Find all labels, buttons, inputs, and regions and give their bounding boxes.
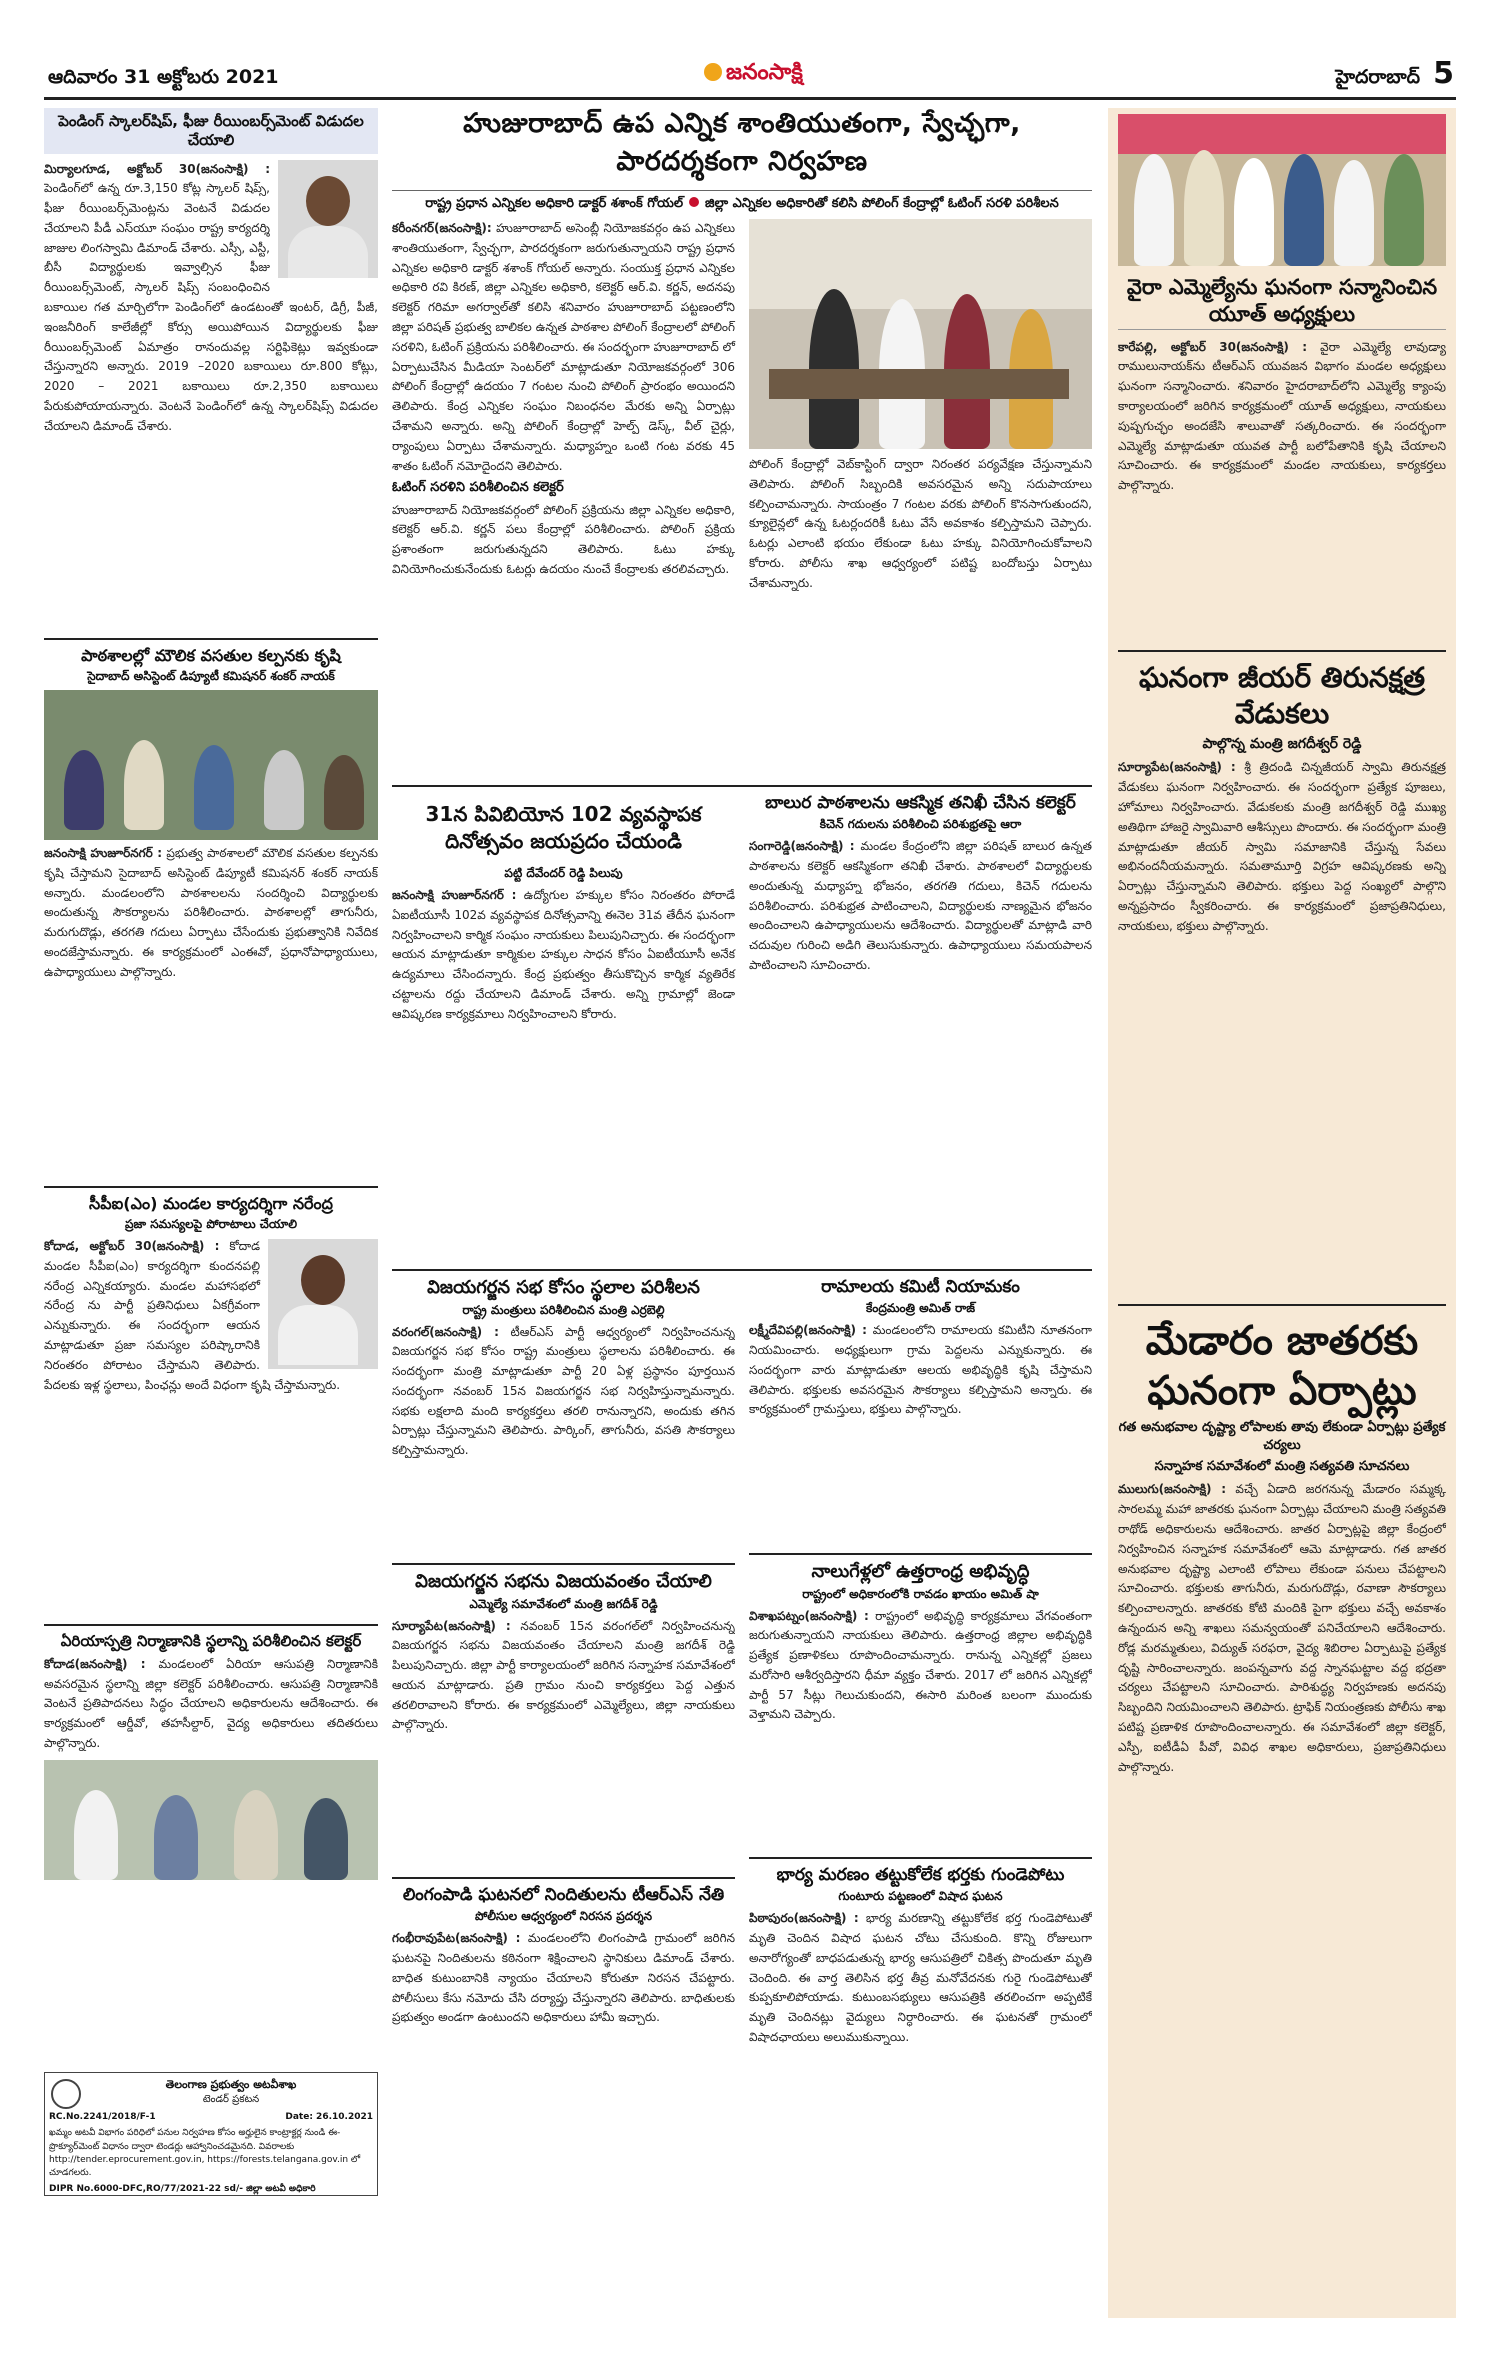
story-ramalayam [749,1277,1092,1547]
narendra-photo [268,1239,378,1369]
reporter-photo [278,160,378,278]
left-story-cpim [44,1194,378,1614]
left-story-schools [44,646,378,1176]
headline-jeeyar: ఘనంగా జీయర్ తిరునక్షత్ర వేడుకలు [1138,660,1426,730]
subheadline: సైదాబాద్ అసిస్టెంట్ డిప్యూటీ కమిషనర్ శంకర్ నాయక్ [87,669,335,683]
headline: పెండింగ్ స్కాలర్‌షిప్, ఫీజు రీయింబర్స్‌మెంట్ విడుదల చేయాలి [44,108,378,154]
issue-date: ఆదివారం 31 అక్టోబరు 2021 [48,66,279,88]
left-story-hospital [44,1632,378,1962]
byline: ఎమ్మెల్యే సమావేశంలో మంత్రి జగదీశ్ రెడ్డి [469,1596,658,1611]
bullet-icon [689,197,699,207]
subhead-medaram: గత అనుభవాల దృష్ట్యా లోపాలకు తావు లేకుండా ఏర్పాట్లు ప్రత్యేక చర్యలు [1118,1420,1446,1454]
article-body-2: హుజూరాబాద్ నియోజకవర్గంలో పోలింగ్ ప్రక్రియను జిల్లా ఎన్నికల అధికారి, కలెక్టర్ ఆర్.వి. కర్ణన్ పలు కేంద్రాల్లో పరిశీలించారు. పోలింగ్ ప్రక్రియ ప్రశాంతంగా జరుగుతున్నదని తెలిపారు. ఓటు హక్కు వినియోగించుకునేందుకు ఓటర్లు ఉదయం నుంచే కేంద్రాలకు తరలివచ్చారు. [392,502,735,576]
byline: రాష్ట్ర మంత్రులు పరిశీలించిన మంత్రి ఎర్రబెల్లి [462,1302,665,1317]
headline: విజయగర్జన సభ కోసం స్థలాల పరిశీలన [427,1277,700,1298]
edition-city: హైదరాబాద్ [1335,66,1420,88]
story-collector [749,793,1092,1263]
headline: 31న పివిబియోన 102 వ్యవస్థాపక దినోత్సవం జయప్రదం చేయండి [425,802,702,853]
article-body: సూర్యాపేట(జనంసాక్షి) : నవంబర్ 15న వరంగల్‌లో నిర్వహించనున్న విజయగర్జన సభను విజయవంతం చేయాలని మంత్రి జగదీశ్ రెడ్డి పిలుపునిచ్చారు. జిల్లా పార్టీ కార్యాలయంలో జరిగిన సన్నాహక సమావేశంలో ఆయన మాట్లాడారు. ప్రతి గ్రామం నుంచి కార్యకర్తలు పెద్ద ఎత్తున తరలిరావాలని కోరారు. ఈ కార్యక్రమంలో ఎమ్మెల్యేలు, జిల్లా నాయకులు పాల్గొన్నారు. [392,1618,735,1732]
byline: పట్టి దేవేందర్ రెడ్డి పిలుపు [504,866,623,880]
byline-jeeyar: పాల్గొన్న మంత్రి జగదీశ్వర్ రెడ్డి [1202,736,1362,753]
story-vijayagarjana-success [392,1571,735,1871]
right-column [1108,108,1456,2318]
article-body: జనంసాక్షి హుజూర్‌నగర్ : ప్రభుత్వ పాఠశాలలో మౌలిక వసతుల కల్పనకు కృషి చేస్తామని సైదాబాద్ అసిస్టెంట్ డిప్యూటీ కమిషనర్ శంకర్ నాయక్ అన్నారు. మండలంలోని పాఠశాలలను సందర్శించి విద్యార్థులకు అందుతున్న సౌకర్యాలను పరిశీలించారు. పాఠశాలల్లో తాగునీరు, మరుగుదొడ్లు, తరగతి గదులు ఏర్పాటు చేసేందుకు ప్రభుత్వానికి నివేదిక అందజేస్తామన్నారు. ఈ కార్యక్రమంలో ఎంఈవో, ప్రధానోపాధ్యాయులు, ఉపాధ్యాయులు పాల్గొన్నారు. [44,846,378,979]
article-body: కోదాడ, అక్టోబర్ 30(జనంసాక్షి) : కోదాడ మండల సీపీఐ(ఎం) కార్యదర్శిగా కుందనపల్లి నరేంద్ర ఎన్నికయ్యారు. మండల మహాసభలో నరేంద్ర ను పార్టీ ప్రతినిధులు ఏకగ్రీవంగా ఎన్నుకున్నారు. ఈ సందర్భంగా ఆయన మాట్లాడుతూ ప్రజా సమస్యల పరిష్కారానికి నిరంతరం పోరాటం చేస్తామని తెలిపారు. పేదలకు ఇళ్ల స్థలాలు, పింఛన్లు అందే విధంగా కృషి చేస్తామన్నారు. [44,1239,341,1392]
byline: గుంటూరు పట్టణంలో విషాద ఘటన [838,1889,1003,1904]
lead-headline: హుజురాబాద్ ఉప ఎన్నిక శాంతియుతంగా, స్వేచ్ఛగా, పారదర్శకంగా నిర్వహణ [392,108,1092,191]
left-story-scholarship [44,108,378,628]
byline: కేంద్రమంత్రి అమిత్ రాజ్ [866,1301,975,1316]
byline: రాష్ట్రంలో అధికారంలోకి రావడం ఖాయం అమిత్ షా [802,1586,1039,1601]
page-number: 5 [1433,56,1454,91]
article-body: సూర్యాపేట(జనంసాక్షి) : శ్రీ త్రిదండి చిన్నజీయర్ స్వామి తిరునక్షత్ర వేడుకలు ఘనంగా నిర్వహించారు. ఈ సందర్భంగా ప్రత్యేక పూజలు, హోమాలు నిర్వహించారు. వేడుకలకు మంత్రి జగదీశ్వర్ రెడ్డి ముఖ్య అతిథిగా హాజరై స్వామివారి ఆశీస్సులు పొందారు. ఈ సందర్భంగా మంత్రి మాట్లాడుతూ జీయర్ స్వామి సమాజానికి చేస్తున్న సేవలు అభినందనీయమన్నారు. సమతామూర్తి విగ్రహ ఆవిష్కరణకు అన్ని ఏర్పాట్లు చేస్తున్నామని తెలిపారు. భక్తులు పెద్ద సంఖ్యలో పాల్గొని అన్నప్రసాదం స్వీకరించారు. ఈ కార్యక్రమంలో ప్రజాప్రతినిధులు, నాయకులు, భక్తులు పాల్గొన్నారు. [1118,760,1446,933]
article-body: ములుగు(జనంసాక్షి) : వచ్చే ఏడాది జరగనున్న మేడారం సమ్మక్క సారలమ్మ మహా జాతరకు ఘనంగా ఏర్పాట్లు చేయాలని మంత్రి సత్యవతి రాథోడ్ అధికారులను ఆదేశించారు. జాతర ఏర్పాట్లపై జిల్లా కేంద్రంలో నిర్వహించిన సన్నాహక సమావేశంలో ఆమె మాట్లాడారు. గత జాతర అనుభవాల దృష్ట్యా ఎలాంటి లోపాలు లేకుండా పనులు చేపట్టాలని సూచించారు. భక్తులకు తాగునీరు, మరుగుదొడ్లు, రవాణా సౌకర్యాలు కల్పించాలన్నారు. జాతరకు కోటి మందికి పైగా భక్తులు వచ్చే అవకాశం ఉన్నందున అన్ని శాఖలు సమన్వయంతో పనిచేయాలని ఆదేశించారు. రోడ్ల మరమ్మతులు, విద్యుత్ సరఫరా, వైద్య శిబిరాల ఏర్పాటుపై ప్రత్యేక దృష్టి సారించాలన్నారు. జంపన్నవాగు వద్ద స్నానఘట్టాల వద్ద భద్రతా చర్యలు చేపట్టాలని సూచించారు. పారిశుద్ధ్య నిర్వహణకు అదనపు సిబ్బందిని నియమించాలని తెలిపారు. ట్రాఫిక్ నియంత్రణకు పోలీసు శాఖ పటిష్ట ప్రణాళిక రూపొందించాలన్నారు. ఈ సమావేశంలో జిల్లా కలెక్టర్, ఎస్పీ, ఐటీడీఏ పీవో, వివిధ శాఖల అధికారులు, ప్రజాప్రతినిధులు పాల్గొన్నారు. [1118,1482,1446,1774]
center-column [392,108,1092,2147]
story-medaram [1118,1480,1446,2200]
article-body: గంభీరావుపేట(జనంసాక్షి) : మండలంలోని లింగంపాడి గ్రామంలో జరిగిన ఘటనపై నిందితులను కఠినంగా శిక్షించాలని స్థానికులు డిమాండ్ చేశారు. బాధిత కుటుంబానికి న్యాయం చేయాలని కోరుతూ నిరసన చేపట్టారు. పోలీసులు కేసు నమోదు చేసి దర్యాప్తు చేస్తున్నారని తెలిపారు. బాధితులకు ప్రభుత్వం అండగా ఉంటుందని అధికారులు హామీ ఇచ్చారు. [392,1931,735,2025]
center-row-3 [392,1277,1092,2147]
story-uttarandhra [749,1561,1092,1851]
article-body: విశాఖపట్నం(జనంసాక్షి) : రాష్ట్రంలో అభివృద్ధి కార్యక్రమాలు వేగవంతంగా జరుగుతున్నాయని నాయకులు తెలిపారు. ఉత్తరాంధ్ర జిల్లాల అభివృద్ధికి ప్రత్యేక ప్రణాళికలు రూపొందించామన్నారు. రానున్న ఎన్నికల్లో ప్రజలు మరోసారి ఆశీర్వదిస్తారని ధీమా వ్యక్తం చేశారు. 2017 లో జరిగిన ఎన్నికల్లో పార్టీ 57 సీట్లు గెలుచుకుందని, ఈసారి మరింత బలంగా ముందుకు వెళ్తామని చెప్పారు. [749,1608,1092,1722]
notice-ref: RC.No.2241/2018/F-1 [49,2112,156,2123]
byline: పోలీసుల ఆధ్వర్యంలో నిరసన ప్రదర్శన [474,1909,652,1924]
article-body: వరంగల్(జనంసాక్షి) : టీఆర్ఎస్ పార్టీ ఆధ్వర్యంలో నిర్వహించనున్న విజయగర్జన సభ కోసం రాష్ట్ర మంత్రులు స్థలాలను పరిశీలించారు. ఈ సందర్భంగా మంత్రి మాట్లాడుతూ పార్టీ 20 ఏళ్ల ప్రస్థానం పూర్తయిన సందర్భంగా నవంబర్ 15న విజయగర్జన సభ నిర్వహిస్తున్నామన్నారు. సభకు లక్షలాది మంది కార్యకర్తలు తరలి రానున్నారని, అందుకు తగిన ఏర్పాట్లు చేస్తున్నామని తెలిపారు. పార్కింగ్, తాగునీరు, వసతి సౌకర్యాలు కల్పిస్తామన్నారు. [392,1324,735,1458]
headline: సీపీఐ(ఎం) మండల కార్యదర్శిగా నరేంద్ర [89,1194,333,1213]
subheadline: ప్రజా సమస్యలపై పోరాటాలు చేయాలి [124,1217,297,1231]
meeting-photo [44,690,378,840]
article-body: కోదాడ(జనంసాక్షి) : మండలంలో ఏరియా ఆసుపత్రి నిర్మాణానికి అవసరమైన స్థలాన్ని జిల్లా కలెక్టర్ పరిశీలించారు. ఆసుపత్రి నిర్మాణానికి వెంటనే ప్రతిపాదనలు సిద్ధం చేయాలని అధికారులను ఆదేశించారు. ఈ కార్యక్రమంలో ఆర్డీవో, తహసీల్దార్, వైద్య అధికారులు తదితరులు పాల్గొన్నారు. [44,1656,378,1750]
byline-medaram: సన్నాహక సమావేశంలో మంత్రి సత్యవతి సూచనలు [1154,1459,1410,1475]
masthead [44,56,1456,100]
inspection-photo [44,1760,378,1880]
article-body: జనంసాక్షి హుజూర్‌నగర్ : ఉద్యోగుల హక్కుల కోసం నిరంతరం పోరాడే ఏఐటీయూసీ 102వ వ్యవస్థాపక దినోత్సవాన్ని ఈనెల 31వ తేదీన ఘనంగా నిర్వహించాలని కార్మిక సంఘం నాయకులు పిలుపునిచ్చారు. ఈ సందర్భంగా ఆయన మాట్లాడుతూ కార్మికుల హక్కుల సాధన కోసం ఏఐటీయూసీ అనేక ఉద్యమాలు చేసిందన్నారు. కేంద్ర ప్రభుత్వం తీసుకొచ్చిన కార్మిక వ్యతిరేక చట్టాలను రద్దు చేయాలని డిమాండ్ చేశారు. అన్ని గ్రామాల్లో జెండా ఆవిష్కరణ కార్యక్రమాలు నిర్వహించాలని కోరారు. [392,888,735,1021]
story-jeeyar [1118,758,1446,1298]
headline: రామాలయ కమిటీ నియామకం [821,1277,1020,1297]
story-heart-attack [749,1865,1092,2147]
headline: పాఠశాలల్లో మౌలిక వసతుల కల్పనకు కృషి [81,646,341,665]
notice-date: Date: 26.10.2021 [285,2112,373,2123]
lead-subhead: రాష్ట్ర ప్రధాన ఎన్నికల అధికారి డాక్టర్ శశాంక్ గోయల్ జిల్లా ఎన్నికల అధికారితో కలిసి పోలింగ్ కేంద్రాల్లో ఓటింగ్ సరళి పరిశీలన [425,196,1059,211]
headline: నాలుగేళ్లలో ఉత్తరాంధ్ర అభివృద్ధి [811,1561,1030,1582]
headline: బాలుర పాఠశాలను ఆకస్మిక తనిఖీ చేసిన కలెక్టర్ [765,793,1076,813]
govt-tender-notice: తెలంగాణ ప్రభుత్వం అటవీశాఖ టెండర్ ప్రకటన RC.No.2241/2018/F-1 Date: 26.10.2021 ఖమ్మం అటవీ విభాగం పరిధిలో పనుల నిర్వహణ కోసం అర్హులైన కాంట్రాక్టర్ల నుండి ఈ-ప్రొక్యూర్‌మెంట్ విధానం ద్వారా టెండర్లు ఆహ్వానించడమైనది. వివరాలకు http://tender.eprocurement.gov.in, https://forests.telangana.gov.in లో చూడగలరు. DIPR No.6000-DFC,RO/77/2021-22 sd/- జిల్లా అటవీ అధికారి [44,2072,378,2196]
newspaper-logo [704,60,803,90]
headline: లింగంపాడి ఘటనలో నిందితులను టీఆర్ఎస్ నేతి [402,1885,725,1905]
article-body: సంగారెడ్డి(జనంసాక్షి) : మండల కేంద్రంలోని జిల్లా పరిషత్ బాలుర ఉన్నత పాఠశాలను కలెక్టర్ ఆకస్మికంగా తనిఖీ చేశారు. పాఠశాలలో విద్యార్థులకు అందుతున్న మధ్యాహ్న భోజనం, తరగతి గదులు, కిచెన్ గదులను పరిశీలించారు. పరిశుభ్రత పాటించాలని, విద్యార్థులకు నాణ్యమైన భోజనం అందించాలని ఉపాధ్యాయులను ఆదేశించారు. విద్యార్థులతో మాట్లాడి వారి చదువుల గురించి అడిగి తెలుసుకున్నారు. ఉపాధ్యాయులు సమయపాలన పాటించాలని సూచించారు. [749,839,1092,973]
article-body: పిఠాపురం(జనంసాక్షి) : భార్య మరణాన్ని తట్టుకోలేక భర్త గుండెపోటుతో మృతి చెందిన విషాద ఘటన చోటు చేసుకుంది. కొన్ని రోజులుగా అనారోగ్యంతో బాధపడుతున్న భార్య ఆసుపత్రిలో చికిత్స పొందుతూ మృతి చెందింది. ఈ వార్త తెలిసిన భర్త తీవ్ర మనోవేదనకు గురై గుండెపోటుతో కుప్పకూలిపోయాడు. కుటుంబసభ్యులు ఆసుపత్రికి తరలించగా అప్పటికే మృతి చెందినట్లు వైద్యులు నిర్ధారించారు. ఈ ఘటనతో గ్రామంలో విషాదఛాయలు అలుముకున్నాయి. [749,1911,1092,2045]
photo-story-body: పోలింగ్ కేంద్రాల్లో వెబ్‌కాస్టింగ్ ద్వారా నిరంతర పర్యవేక్షణ చేస్తున్నామని తెలిపారు. పోలింగ్ సిబ్బందికి అవసరమైన అన్ని సదుపాయాలు కల్పించామన్నారు. సాయంత్రం 7 గంటల వరకు పోలింగ్ కొనసాగుతుందని, క్యూలైన్లలో ఉన్న ఓటర్లందరికీ ఓటు వేసే అవకాశం కల్పిస్తామని చెప్పారు. ఓటర్లు ఎలాంటి భయం లేకుండా ఓటు హక్కు వినియోగించుకోవాలని కోరారు. పోలీసు శాఖ ఆధ్వర్యంలో పటిష్ట బందోబస్తు ఏర్పాటు చేశామన్నారు. [749,457,1092,590]
story-vaira-mla [1118,334,1446,644]
article-body: కరీంనగర్(జనంసాక్షి): హుజూరాబాద్ అసెంబ్లీ నియోజకవర్గం ఉప ఎన్నికలు శాంతియుతంగా, స్వేచ్ఛగా, పారదర్శకంగా జరుగుతున్నాయని రాష్ట్ర ప్రధాన ఎన్నికల అధికారి డాక్టర్ శశాంక్ గోయల్ అన్నారు. సంయుక్త ప్రధాన ఎన్నికల అధికారి రవి కిరణ్, జిల్లా ఎన్నికల అధికారి, కలెక్టర్ ఆర్.వి. కర్ణన్, అదనపు కలెక్టర్ గరిమా అగర్వాల్‌తో కలిసి శనివారం హుజూరాబాద్ పట్టణంలోని జిల్లా పరిషత్ ప్రభుత్వ బాలికల ఉన్నత పాఠశాల పోలింగ్ కేంద్రాలలో పోలింగ్ సరళిని, ఓటింగ్ ప్రక్రియను పరిశీలించారు. ఈ సందర్భంగా హుజూరాబాద్ లో ఏర్పాటుచేసిన మీడియా సెంటర్‌లో మాట్లాడుతూ నియోజకవర్గంలో 306 పోలింగ్ కేంద్రాల్లో ఉదయం 7 గంటల నుంచి పోలింగ్ ప్రారంభం అయిందని తెలిపారు. కేంద్ర ఎన్నికల సంఘం నిబంధనల మేరకు అన్ని ఏర్పాట్లు చేశామని అన్నారు. అన్ని పోలింగ్ కేంద్రాల్లో హెల్ప్ డెస్క్, వీల్ చైర్లు, ర్యాంపులు ఏర్పాటు చేశామన్నారు. మధ్యాహ్నం ఒంటి గంట వరకు 45 శాతం ఓటింగ్ నమోదైందని తెలిపారు. [392,221,735,473]
headline-vaira-mla: వైరా ఎమ్మెల్యేను ఘనంగా సన్మానించిన యూత్ అధ్యక్షులు [1118,274,1446,330]
article-body: కారేపల్లి, అక్టోబర్ 30(జనంసాక్షి) : వైరా ఎమ్మెల్యే లావుడ్యా రాములునాయక్‌ను టీఆర్ఎస్ యువజన విభాగం మండల అధ్యక్షులు ఘనంగా సన్మానించారు. శనివారం హైదరాబాద్‌లోని ఎమ్మెల్యే క్యాంపు కార్యాలయంలో జరిగిన కార్యక్రమంలో యూత్ అధ్యక్షులు, నాయకులు పుష్పగుచ్ఛం అందజేసి శాలువాతో సత్కరించారు. ఈ సందర్భంగా ఎమ్మెల్యే మాట్లాడుతూ యువత పార్టీ బలోపేతానికి కృషి చేయాలని సూచించారు. ఈ కార్యక్రమంలో మండల నాయకులు, కార్యకర్తలు పాల్గొన్నారు. [1118,339,1446,493]
headline: ఏరియాస్పత్రి నిర్మాణానికి స్థలాన్ని పరిశీలించిన కలెక్టర్ [60,1632,362,1650]
headline: విజయగర్జన సభను విజయవంతం చేయాలి [415,1571,712,1592]
story-aituc [392,793,735,1263]
telangana-emblem-icon [51,2079,81,2109]
felicitation-photo [1118,114,1446,266]
section-subhead: ఓటింగ్ సరళిని పరిశీలించిన కలెక్టర్ [392,480,564,496]
story-vijayagarjana [392,1277,735,1557]
story-lingampadi [392,1885,735,2147]
article-body: మిర్యాలగూడ, అక్టోబర్ 30(జనంసాక్షి) : పెండింగ్‌లో ఉన్న రూ.3,150 కోట్ల స్కాలర్ షిప్స్, ఫీజు రీయింబర్స్‌మెంట్లను వెంటనే విడుదల చేయాలని పీడీ ఎస్‌యూ సంఘం రాష్ట్ర కార్యదర్శి జాజుల లింగస్వామి డిమాండ్ చేశారు. ఎస్సీ, ఎస్టీ, బీసీ విద్యార్థులకు ఇవ్వాల్సిన ఫీజు రీయింబర్స్‌మెంట్, స్కాలర్ షిప్స్ సంబంధించిన బకాయిల గత మార్చిలోగా పెండింగ్‌లో ఉండటంతో ఇంటర్, డిగ్రీ, పీజీ, ఇంజనీరింగ్ కాలేజీల్లో కోర్సు అయిపోయిన విద్యార్థులకు ఫీజు రీయింబర్స్‌మెంట్ ఏమాత్రం రానందువల్ల సర్టిఫికెట్లు ఇవ్వకుండా చేస్తున్నారని అన్నారు. 2019 –2020 బకాయిలు రూ.800 కోట్లు, 2020 – 2021 బకాయిలు రూ.2,350 బకాయిలు పేరుకుపోయాయన్నారు. వెంటనే పెండింగ్‌లో ఉన్న స్కాలర్‌షిప్స్ విడుదల చేయాలని డిమాండ్ చేశారు. [44,161,378,433]
polling-station-photo [749,219,1092,449]
headline-medaram: మేడారం జాతరకు ఘనంగా ఏర్పాట్లు [1145,1318,1419,1415]
byline: కిచెన్ గదులను పరిశీలించి పరిశుభ్రతపై ఆరా [819,817,1022,832]
headline: భార్య మరణం తట్టుకోలేక భర్తకు గుండెపోటు [776,1865,1065,1885]
center-row-2 [392,793,1092,1263]
logo-text: జనంసాక్షి [726,60,803,85]
article-body: లక్ష్మీదేవిపల్లి(జనంసాక్షి) : మండలంలోని రామాలయ కమిటీని నూతనంగా నియమించారు. అధ్యక్షులుగా గ్రామ పెద్దలను ఎన్నుకున్నారు. ఈ సందర్భంగా వారు మాట్లాడుతూ ఆలయ అభివృద్ధికి కృషి చేస్తామని తెలిపారు. భక్తులకు అవసరమైన సౌకర్యాలు కల్పిస్తామని అన్నారు. ఈ కార్యక్రమంలో గ్రామస్తులు, భక్తులు పాల్గొన్నారు. [749,1323,1092,1417]
newspaper-page [44,56,1456,2318]
sun-logo-icon [704,63,722,81]
notice-body: ఖమ్మం అటవీ విభాగం పరిధిలో పనుల నిర్వహణ కోసం అర్హులైన కాంట్రాక్టర్ల నుండి ఈ-ప్రొక్యూర్‌మెంట్ విధానం ద్వారా టెండర్లు ఆహ్వానించడమైనది. వివరాలకు http://tender.eprocurement.gov.in, https://forests.telangana.gov.in లో చూడగలరు. [49,2128,361,2178]
lead-story [392,219,1092,779]
left-column [44,108,378,2196]
notice-footer: DIPR No.6000-DFC,RO/77/2021-22 sd/- జిల్లా అటవీ అధికారి [49,2183,316,2194]
